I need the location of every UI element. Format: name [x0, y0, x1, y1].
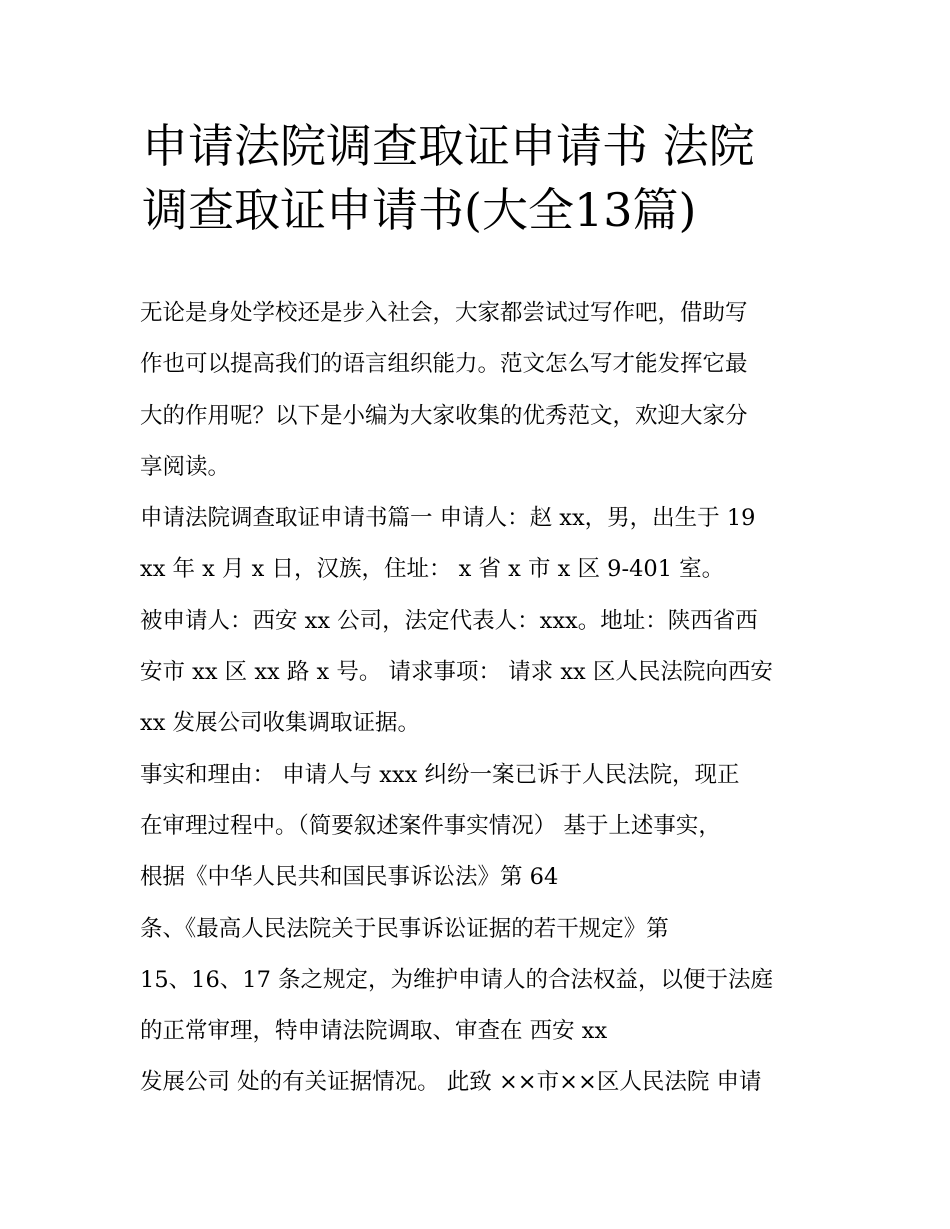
body-line: 大的作用呢？以下是小编为大家收集的优秀范文，欢迎大家分: [140, 402, 748, 429]
body-line: 在审理过程中。（简要叙述案件事实情况） 基于上述事实，: [140, 812, 721, 839]
body-line: 被申请人：西安 xx 公司，法定代表人：xxx。地址：陕西省西: [140, 607, 758, 634]
body-line: 根据《中华人民共和国民事诉讼法》第 64: [140, 864, 559, 891]
body-line: 申请法院调查取证申请书篇一 申请人：赵 xx，男，出生于 19: [140, 505, 756, 532]
body-line: 的正常审理，特申请法院调取、审查在 西安 xx: [140, 1018, 608, 1045]
document-title: [142, 114, 842, 242]
body-line: xx 发展公司收集调取证据。: [140, 710, 421, 737]
title-line: 申请法院调查取证申请书 法院: [142, 119, 755, 173]
body-line: 事实和理由： 申请人与 xxx 纠纷一案已诉于人民法院，现正: [140, 761, 740, 788]
body-line: xx 年 x 月 x 日，汉族，住址： x 省 x 市 x 区 9-401 室。: [140, 556, 725, 583]
body-line: 发展公司 处的有关证据情况。 此致 ××市××区人民法院 申请: [140, 1069, 762, 1096]
title-line: 调查取证申请书(大全13篇): [142, 183, 697, 237]
body-line: 无论是身处学校还是步入社会，大家都尝试过写作吧，借助写: [140, 300, 748, 326]
body-line: 作也可以提高我们的语言组织能力。范文怎么写才能发挥它最: [140, 351, 748, 378]
document-body: [140, 298, 840, 1119]
body-line: 安市 xx 区 xx 路 x 号。 请求事项： 请求 xx 区人民法院向西安: [140, 659, 773, 686]
body-line: 条、《最高人民法院关于民事诉讼证据的若干规定》第: [140, 915, 669, 942]
body-line: 15、16、17 条之规定，为维护申请人的合法权益，以便于法庭: [140, 966, 774, 993]
body-line: 享阅读。: [140, 453, 231, 480]
